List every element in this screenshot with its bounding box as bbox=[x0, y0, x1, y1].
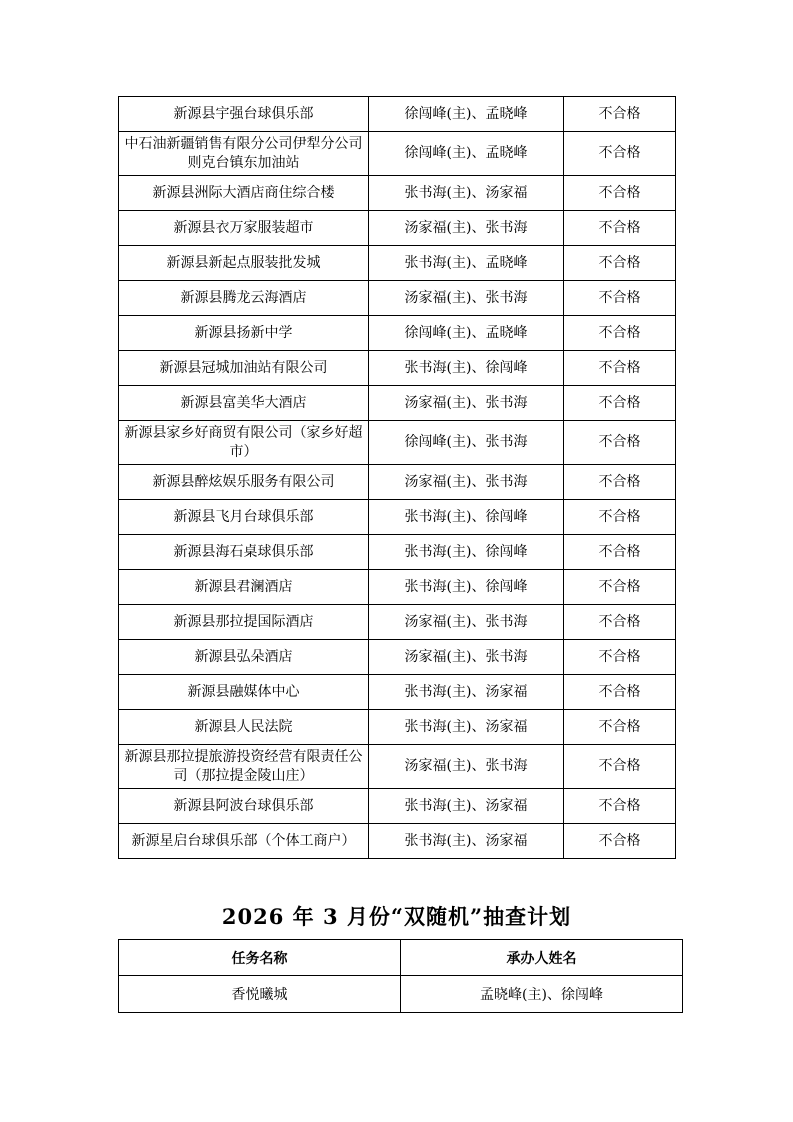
inspectors-cell: 张书海(主)、徐闯峰 bbox=[369, 500, 564, 535]
table-row bbox=[119, 246, 676, 281]
table-row bbox=[119, 570, 676, 605]
unit-name-cell: 新源县宇强台球俱乐部 bbox=[119, 97, 369, 132]
task-name-cell: 香悦曦城 bbox=[119, 976, 401, 1013]
result-cell: 不合格 bbox=[564, 465, 676, 500]
table-row bbox=[119, 316, 676, 351]
unit-name-cell: 新源县新起点服装批发城 bbox=[119, 246, 369, 281]
inspectors-cell: 张书海(主)、汤家福 bbox=[369, 176, 564, 211]
table-row bbox=[119, 351, 676, 386]
table-row bbox=[119, 465, 676, 500]
table-row bbox=[119, 386, 676, 421]
inspectors-cell: 汤家福(主)、张书海 bbox=[369, 386, 564, 421]
inspectors-cell: 汤家福(主)、张书海 bbox=[369, 640, 564, 675]
result-cell: 不合格 bbox=[564, 605, 676, 640]
inspection-results-table bbox=[118, 96, 676, 859]
unit-name-cell: 新源县弘朵酒店 bbox=[119, 640, 369, 675]
result-cell: 不合格 bbox=[564, 570, 676, 605]
result-cell: 不合格 bbox=[564, 535, 676, 570]
unit-name-cell: 新源县人民法院 bbox=[119, 710, 369, 745]
table-row bbox=[119, 281, 676, 316]
unit-name-cell: 新源县富美华大酒店 bbox=[119, 386, 369, 421]
unit-name-cell: 新源县那拉提国际酒店 bbox=[119, 605, 369, 640]
result-cell: 不合格 bbox=[564, 176, 676, 211]
inspectors-cell: 汤家福(主)、张书海 bbox=[369, 281, 564, 316]
inspectors-cell: 徐闯峰(主)、孟晓峰 bbox=[369, 316, 564, 351]
table-row bbox=[119, 500, 676, 535]
unit-name-cell: 新源县融媒体中心 bbox=[119, 675, 369, 710]
table-row bbox=[119, 97, 676, 132]
result-cell: 不合格 bbox=[564, 132, 676, 176]
result-cell: 不合格 bbox=[564, 745, 676, 789]
inspectors-cell: 徐闯峰(主)、孟晓峰 bbox=[369, 97, 564, 132]
result-cell: 不合格 bbox=[564, 824, 676, 859]
inspectors-cell: 汤家福(主)、张书海 bbox=[369, 745, 564, 789]
table-row bbox=[119, 824, 676, 859]
table-row bbox=[119, 535, 676, 570]
inspectors-cell: 张书海(主)、汤家福 bbox=[369, 789, 564, 824]
result-cell: 不合格 bbox=[564, 421, 676, 465]
unit-name-cell: 新源县醉炫娱乐服务有限公司 bbox=[119, 465, 369, 500]
inspectors-cell: 汤家福(主)、张书海 bbox=[369, 605, 564, 640]
result-cell: 不合格 bbox=[564, 640, 676, 675]
unit-name-cell: 新源县衣万家服装超市 bbox=[119, 211, 369, 246]
inspectors-cell: 张书海(主)、汤家福 bbox=[369, 710, 564, 745]
table-row bbox=[119, 745, 676, 789]
unit-name-cell: 新源县扬新中学 bbox=[119, 316, 369, 351]
table-row bbox=[119, 710, 676, 745]
unit-name-cell: 中石油新疆销售有限分公司伊犁分公司则克台镇东加油站 bbox=[119, 132, 369, 176]
inspectors-cell: 张书海(主)、徐闯峰 bbox=[369, 535, 564, 570]
result-cell: 不合格 bbox=[564, 351, 676, 386]
table-row bbox=[119, 640, 676, 675]
inspectors-cell: 汤家福(主)、张书海 bbox=[369, 465, 564, 500]
result-cell: 不合格 bbox=[564, 386, 676, 421]
result-cell: 不合格 bbox=[564, 500, 676, 535]
inspectors-cell: 张书海(主)、孟晓峰 bbox=[369, 246, 564, 281]
table-row bbox=[119, 176, 676, 211]
inspectors-cell: 徐闯峰(主)、张书海 bbox=[369, 421, 564, 465]
table-row bbox=[119, 789, 676, 824]
unit-name-cell: 新源县那拉提旅游投资经营有限责任公司（那拉提金陵山庄） bbox=[119, 745, 369, 789]
task-name-header: 任务名称 bbox=[119, 940, 401, 976]
unit-name-cell: 新源县飞月台球俱乐部 bbox=[119, 500, 369, 535]
inspectors-cell: 张书海(主)、徐闯峰 bbox=[369, 351, 564, 386]
unit-name-cell: 新源县冠城加油站有限公司 bbox=[119, 351, 369, 386]
result-cell: 不合格 bbox=[564, 316, 676, 351]
inspectors-cell: 汤家福(主)、张书海 bbox=[369, 211, 564, 246]
result-cell: 不合格 bbox=[564, 281, 676, 316]
result-cell: 不合格 bbox=[564, 675, 676, 710]
result-cell: 不合格 bbox=[564, 710, 676, 745]
inspectors-cell: 徐闯峰(主)、孟晓峰 bbox=[369, 132, 564, 176]
inspectors-cell: 张书海(主)、汤家福 bbox=[369, 824, 564, 859]
unit-name-cell: 新源县海石桌球俱乐部 bbox=[119, 535, 369, 570]
result-cell: 不合格 bbox=[564, 789, 676, 824]
table-row bbox=[119, 675, 676, 710]
unit-name-cell: 新源星启台球俱乐部（个体工商户） bbox=[119, 824, 369, 859]
table-row bbox=[119, 211, 676, 246]
unit-name-cell: 新源县洲际大酒店商住综合楼 bbox=[119, 176, 369, 211]
result-cell: 不合格 bbox=[564, 211, 676, 246]
plan-table bbox=[118, 939, 683, 1013]
table-row bbox=[119, 421, 676, 465]
inspectors-cell: 张书海(主)、汤家福 bbox=[369, 675, 564, 710]
result-cell: 不合格 bbox=[564, 246, 676, 281]
unit-name-cell: 新源县腾龙云海酒店 bbox=[119, 281, 369, 316]
result-cell: 不合格 bbox=[564, 97, 676, 132]
inspector-name-header: 承办人姓名 bbox=[401, 940, 683, 976]
unit-name-cell: 新源县家乡好商贸有限公司（家乡好超市） bbox=[119, 421, 369, 465]
table-row bbox=[119, 605, 676, 640]
plan-header-row bbox=[119, 940, 683, 976]
table-row bbox=[119, 132, 676, 176]
plan-row bbox=[119, 976, 683, 1013]
inspectors-cell: 张书海(主)、徐闯峰 bbox=[369, 570, 564, 605]
unit-name-cell: 新源县阿波台球俱乐部 bbox=[119, 789, 369, 824]
plan-inspectors-cell: 孟晓峰(主)、徐闯峰 bbox=[401, 976, 683, 1013]
plan-title: 2026 年 3 月份“双随机”抽查计划 bbox=[221, 904, 572, 929]
unit-name-cell: 新源县君澜酒店 bbox=[119, 570, 369, 605]
